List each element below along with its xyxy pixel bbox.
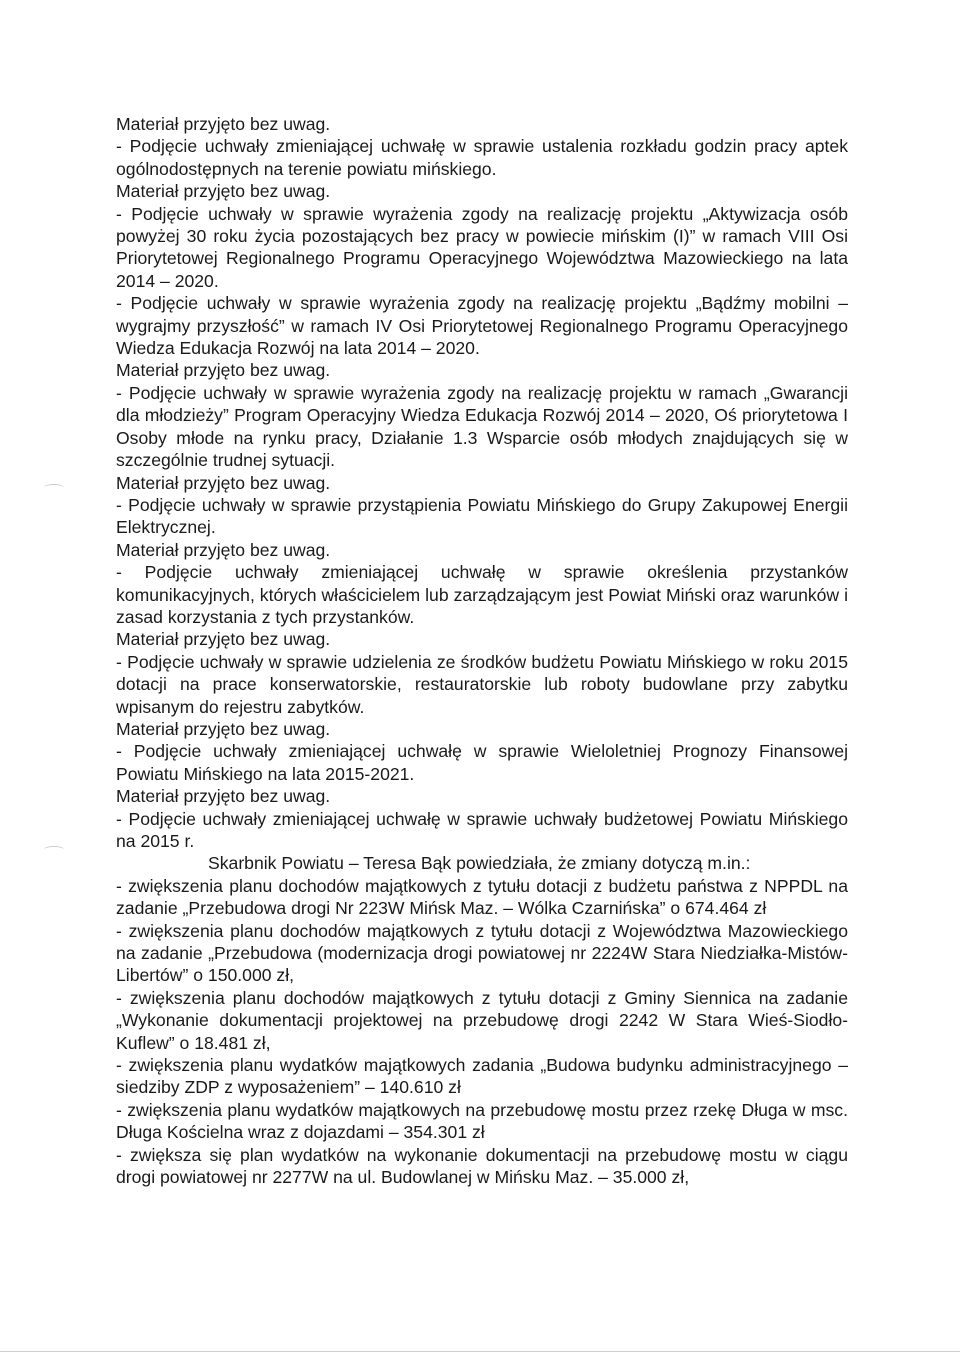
paragraph: Materiał przyjęto bez uwag. <box>116 114 331 134</box>
paragraph: Materiał przyjęto bez uwag. <box>116 181 331 202</box>
paragraph: - zwiększenia planu wydatków majątkowych na przebudowę mostu przez rzekę Długa w msc. Długa Kościelna wraz z dojazdami – 354.301 zł <box>116 1099 848 1143</box>
paragraph: - Podjęcie uchwały zmieniającej uchwałę w sprawie Wieloletniej Prognozy Finansowej Powiatu Mińskiego na lata 2015-2021. <box>116 741 848 784</box>
paragraph: Materiał przyjęto bez uwag. <box>116 786 331 807</box>
document-body <box>116 113 848 1189</box>
paragraph: - Podjęcie uchwały w sprawie udzielenia ze środków budżetu Powiatu Mińskiego w roku 2015 dotacji na prace konserwatorskie, restauratorskie lub roboty budowlane przy zabytku wpisanym do rejestru zabytków. <box>116 651 848 717</box>
paragraph: Materiał przyjęto bez uwag. <box>116 629 331 650</box>
paragraph: Skarbnik Powiatu – Teresa Bąk powiedziała, że zmiany dotyczą m.in.: <box>208 853 751 874</box>
paragraph: - zwiększenia planu dochodów majątkowych z tytułu dotacji z Województwa Mazowieckiego na zadanie „Przebudowa (modernizacja drogi powiatowej nr 2224W Stara Niedziałka-Mistów-Libertów” o 150.000 zł, <box>116 920 848 986</box>
paragraph: - zwiększenia planu dochodów majątkowych z tytułu dotacji z budżetu państwa z NPPDL na zadanie „Przebudowa drogi Nr 223W Mińsk Maz. – Wólka Czarnińska” o 674.464 zł <box>116 875 848 919</box>
paragraph: - Podjęcie uchwały zmieniającej uchwałę w sprawie określenia przystanków komunikacyjnych, których właścicielem lub zarządzającym jest Powiat Miński oraz warunków i zasad korzystania z tych przystanków. <box>116 562 848 627</box>
paragraph: - zwiększa się plan wydatków na wykonanie dokumentacji na przebudowę mostu w ciągu drogi powiatowej nr 2277W na ul. Budowlanej w Mińsku Maz. – 35.000 zł, <box>116 1144 848 1188</box>
paragraph: - Podjęcie uchwały w sprawie wyrażenia zgody na realizację projektu „Aktywizacja osób powyżej 30 roku życia pozostających bez pracy w powiecie mińskim (I)” w ramach VIII Osi Priorytetowej Regionalnego Programu Operacyjnego Województwa Mazowieckiego na lata 2014 – 2020. <box>116 203 848 291</box>
paragraph: - Podjęcie uchwały w sprawie wyrażenia zgody na realizację projektu w ramach „Gwarancji dla młodzieży” Program Operacyjny Wiedza Edukacja Rozwój 2014 – 2020, Oś priorytetowa I Osoby młode na rynku pracy, Działanie 1.3 Wsparcie osób młodych znajdujących się w szczególnie trudnej sytuacji. <box>116 382 848 471</box>
paragraph: Materiał przyjęto bez uwag. <box>116 718 331 739</box>
paragraph: - Podjęcie uchwały w sprawie przystąpienia Powiatu Mińskiego do Grupy Zakupowej Energii Elektrycznej. <box>116 494 848 538</box>
page-bottom-edge <box>0 1351 960 1352</box>
margin-mark <box>44 484 64 491</box>
paragraph: - zwiększenia planu wydatków majątkowych zadania „Budowa budynku administracyjnego – siedziby ZDP z wyposażeniem” – 140.610 zł <box>116 1055 848 1098</box>
paragraph: - zwiększenia planu dochodów majątkowych z tytułu dotacji z Gminy Siennica na zadanie „Wykonanie dokumentacji projektowej na przebudowę drogi 2242 W Stara Wieś-Siodło-Kuflew” o 18.481 zł, <box>116 987 848 1053</box>
margin-mark <box>44 846 64 853</box>
paragraph: - Podjęcie uchwały zmieniającej uchwałę w sprawie ustalenia rozkładu godzin pracy aptek ogólnodostępnych na terenie powiatu mińskiego. <box>116 136 848 179</box>
paragraph: Materiał przyjęto bez uwag. <box>116 539 331 560</box>
paragraph: - Podjęcie uchwały w sprawie wyrażenia zgody na realizację projektu „Bądźmy mobilni – wygrajmy przyszłość” w ramach IV Osi Priorytetowej Regionalnego Programu Operacyjnego Wiedza Edukacja Rozwój na lata 2014 – 2020. <box>116 293 848 359</box>
paragraph: Materiał przyjęto bez uwag. <box>116 360 331 381</box>
paragraph: Materiał przyjęto bez uwag. <box>116 472 331 493</box>
paragraph: - Podjęcie uchwały zmieniającej uchwałę w sprawie uchwały budżetowej Powiatu Mińskiego na 2015 r. <box>116 808 848 851</box>
